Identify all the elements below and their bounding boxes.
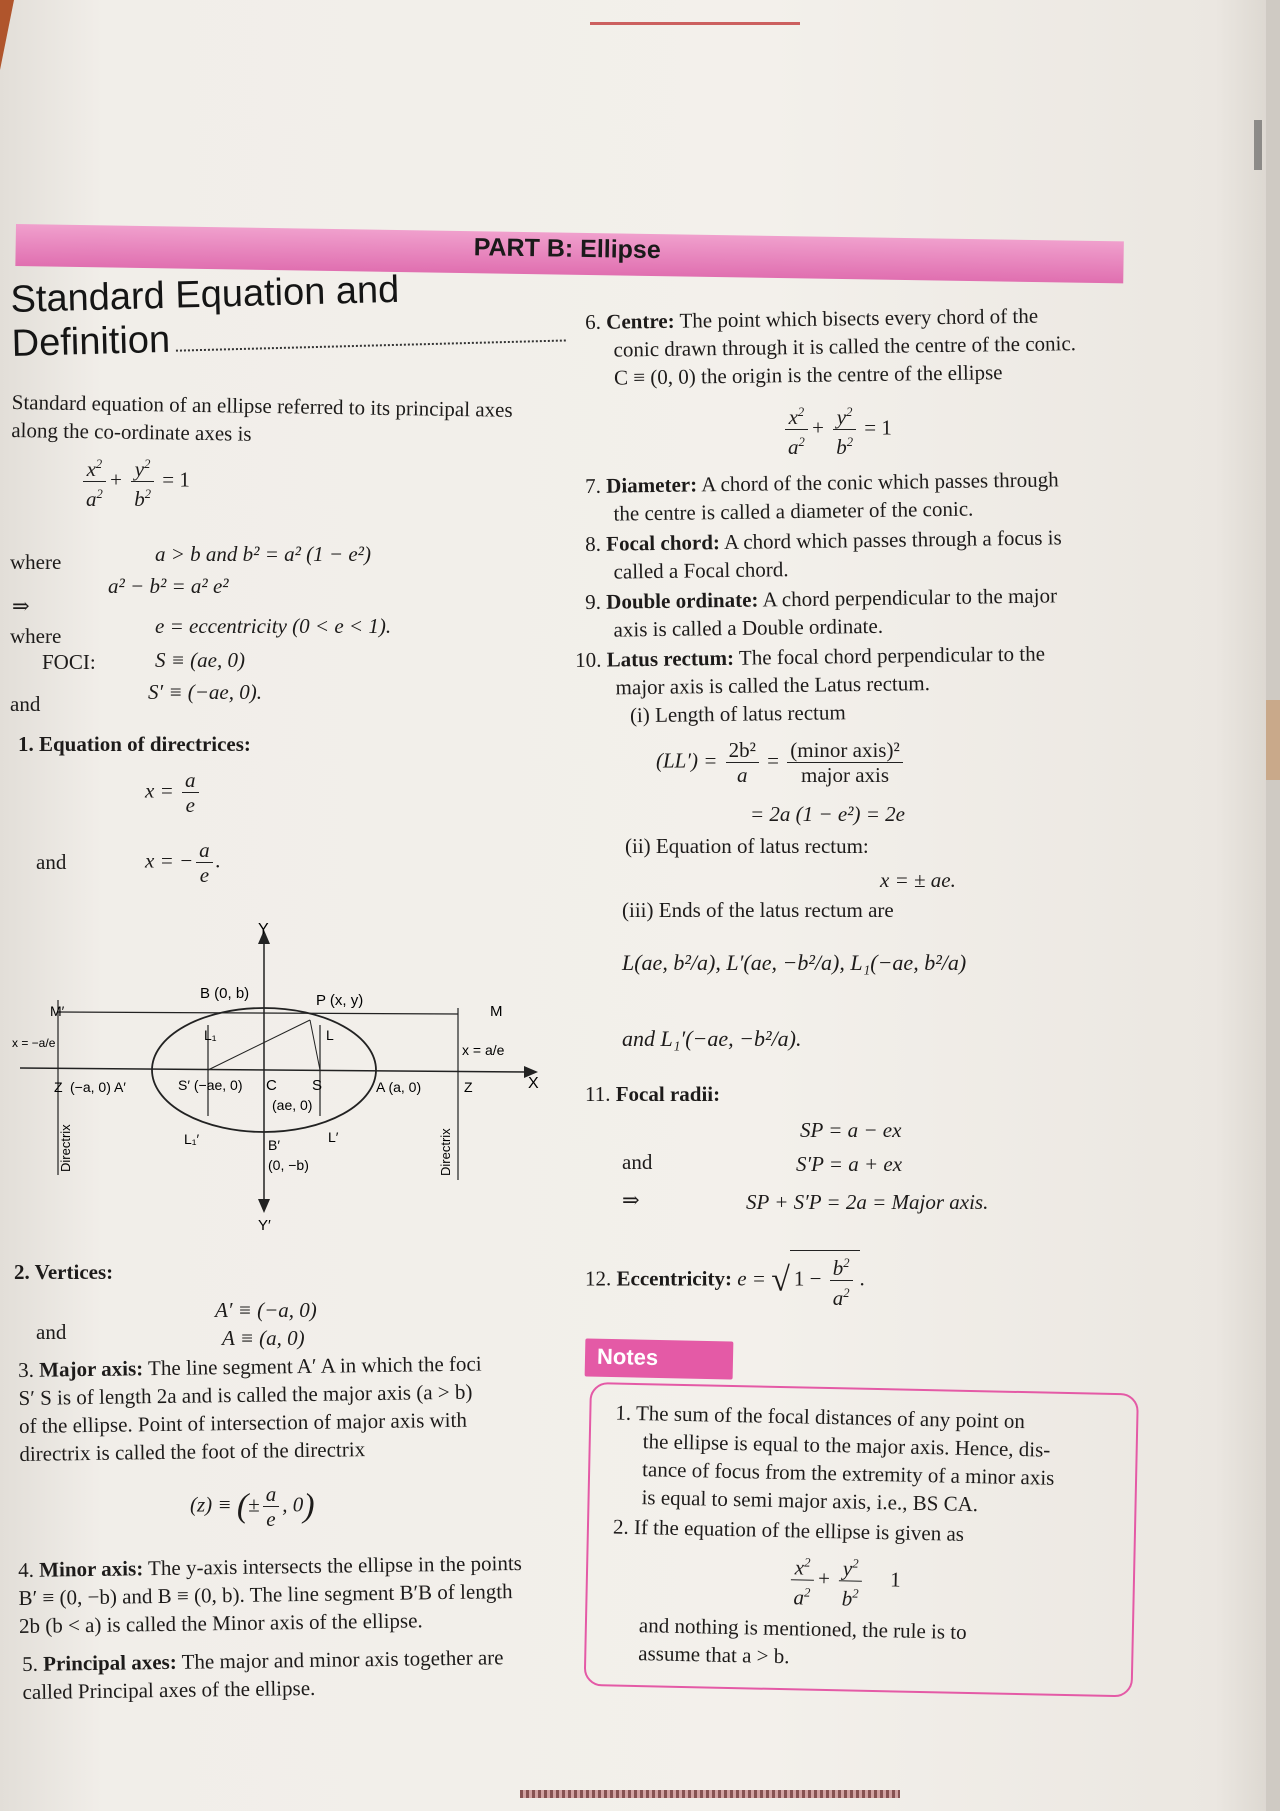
s-prime-p-eq: S′P = a + ex	[796, 1152, 903, 1176]
principal-axes-block: 5. Principal axes: The major and minor axis together are called Principal axes of the ellipse.	[22, 1645, 504, 1704]
focal-chord-block: 8. Focal chord: A chord which passes through a focus is called a Focal chord.	[585, 525, 1062, 584]
latus-ends-title: (iii) Ends of the latus rectum are	[622, 898, 894, 922]
page-tab	[1266, 700, 1280, 780]
y-neg-arrow	[258, 1199, 270, 1213]
implies-label-2: ⇒	[622, 1188, 640, 1212]
double-ordinate-block: 9. Double ordinate: A chord perpendicular to the major axis is called a Double ordinate.	[585, 583, 1058, 642]
label-c: C	[266, 1077, 277, 1094]
latus-length-eq: (LL′) = $\frac{\text{2b²}}{a}$ = $\frac{\text{(minor axis)²}}{\text{major axis}}$	[656, 738, 906, 787]
directrix-eq-1: x = $\frac{a}{e}$	[145, 768, 202, 817]
where-label: where	[10, 550, 62, 574]
heading-line2: Definition	[11, 307, 566, 365]
focus-s-prime: S′ ≡ (−ae, 0).	[148, 680, 262, 704]
label-s-left: S′ (−ae, 0)	[178, 1077, 243, 1093]
focal-radius-1	[208, 1020, 310, 1070]
focal-sum-eq: SP + S′P = 2a = Major axis.	[746, 1190, 989, 1214]
label-p: P (x, y)	[316, 992, 364, 1009]
bottom-strip	[520, 1790, 900, 1798]
label-z-left: Z	[54, 1079, 63, 1095]
eccentricity-line: 12. Eccentricity: e = √ 1 − $\frac{b^2}{a^2}$ .	[585, 1250, 865, 1310]
foot-of-directrix-eq: (z) ≡ (± $\frac{a}{e}$ , 0)	[190, 1482, 315, 1531]
label-a-right: A (a, 0)	[376, 1079, 422, 1095]
note-1: 1. The sum of the focal distances of any point on the ellipse is equal to the major axis. Hence, dis- tance of focus from the extremity of a minor axis is equal to semi major axis, i.e., BS CA.	[615, 1400, 1055, 1517]
directrix-eq-2: x = − $\frac{a}{e}$ .	[145, 838, 221, 887]
label-l: L	[326, 1027, 334, 1043]
latus-ends-1: L(ae, b²/a), L′(ae, −b²/a), L₁(−ae, b²/a)	[622, 950, 967, 975]
label-y: Y	[258, 921, 269, 938]
label-s: S	[312, 1077, 323, 1094]
latus-rectum-block: 10. Latus rectum: The focal chord perpendicular to the major axis is called the Latus rectum. (i) Length of latus rectum	[575, 641, 1046, 728]
standard-equation: $\frac{x^2}{a^2}$ + $\frac{y^2}{b^2}$ = 1	[80, 452, 190, 511]
foci-label: FOCI:	[42, 650, 96, 674]
x-axis-line	[20, 1068, 530, 1072]
label-b: B (0, b)	[200, 985, 250, 1002]
label-ae: (ae, 0)	[272, 1097, 313, 1113]
label-m-right: M	[490, 1003, 503, 1020]
intro-line2: along the co-ordinate axes is	[11, 417, 252, 446]
label-y-neg: Y′	[258, 1217, 271, 1234]
label-a-left: (−a, 0) A′	[70, 1079, 126, 1095]
latus-result: = 2a (1 − e²) = 2e	[750, 802, 905, 826]
latus-eq-title: (ii) Equation of latus rectum:	[625, 834, 869, 858]
major-axis-block: 3. Major axis: The line segment A′ A in which the foci S′ S is of length 2a and is called the major axis (a > b) of the ellipse. Point of intersection of major axis with directrix is called the foot of the directrix	[18, 1351, 482, 1466]
label-x-right: x = a/e	[462, 1042, 505, 1058]
heading-line1: Standard Equation and	[10, 268, 400, 321]
vertex-a-prime: A′ ≡ (−a, 0)	[215, 1298, 317, 1322]
latus-eq: x = ± ae.	[880, 868, 956, 892]
label-directrix-left: Directrix	[58, 1124, 73, 1172]
label-x-left: x = −a/e	[12, 1036, 56, 1050]
focus-s: S ≡ (ae, 0)	[155, 648, 245, 672]
vertices-title: 2. Vertices:	[14, 1260, 114, 1284]
implies-label: ⇒	[12, 594, 30, 618]
left-column-top	[11, 388, 552, 452]
corner-mark	[0, 0, 14, 70]
label-z-right: Z	[464, 1079, 473, 1095]
label-directrix-right: Directrix	[438, 1128, 453, 1176]
notes-tag	[585, 1338, 734, 1379]
and-label-1: and	[10, 692, 41, 716]
label-m-left: M′	[50, 1003, 65, 1019]
section-heading	[10, 263, 567, 365]
latus-ends-2: and L₁′(−ae, −b²/a).	[622, 1026, 802, 1051]
focal-radius-2	[310, 1020, 320, 1070]
sp-eq: SP = a − ex	[800, 1118, 902, 1142]
condition-2: a² − b² = a² e²	[108, 574, 229, 598]
banner-title: PART B: Ellipse	[473, 233, 661, 265]
condition-1: a > b and b² = a² (1 − e²)	[155, 542, 371, 566]
mm-line	[58, 1012, 458, 1014]
eccentricity-def: e = eccentricity (0 < e < 1).	[155, 614, 392, 638]
vertex-a: A ≡ (a, 0)	[222, 1326, 305, 1350]
diameter-block: 7. Diameter: A chord of the conic which passes through the centre is called a diameter of the conic.	[585, 467, 1059, 526]
label-x: X	[528, 1075, 539, 1092]
top-rule	[590, 22, 800, 25]
intro-line1: Standard equation of an ellipse referred to its principal axes	[11, 389, 513, 422]
and-label-3: and	[36, 1320, 67, 1344]
minor-axis-block: 4. Minor axis: The y-axis intersects the ellipse in the points B′ ≡ (0, −b) and B ≡ (0, b). The line segment B′B of length 2b (b < a) is called the Minor axis of the ellipse.	[18, 1550, 523, 1638]
label-b-prime-coord: (0, −b)	[268, 1157, 309, 1173]
where2-label: where	[10, 624, 62, 648]
centre-equation: $\frac{x^2}{a^2}$ + $\frac{y^2}{b^2}$ = 1	[782, 400, 892, 459]
note-2: 2. If the equation of the ellipse is given as	[612, 1514, 965, 1546]
note-2-text: and nothing is mentioned, the rule is to assume that a > b.	[638, 1613, 967, 1669]
centre-block: 6. Centre: The point which bisects every chord of the conic drawn through it is called the centre of the conic. C ≡ (0, 0) the origin is the centre of the ellipse	[585, 303, 1077, 390]
focal-radii-title: 11. Focal radii:	[585, 1082, 721, 1106]
label-l-prime: L′	[328, 1129, 339, 1145]
label-l1-prime: L₁′	[184, 1131, 200, 1147]
note-2-equation: $\frac{x^2}{a^2}$ + $\frac{y^2}{b^2}$ 1	[787, 1550, 901, 1611]
label-l1: L₁	[204, 1027, 217, 1043]
and-label-4: and	[622, 1150, 653, 1174]
and-label-2: and	[36, 850, 67, 874]
ellipse-diagram	[10, 920, 550, 1240]
notes-label: Notes	[596, 1343, 659, 1370]
page-edge	[1266, 0, 1280, 1811]
directrices-title: 1. Equation of directrices:	[18, 732, 251, 756]
notes-box	[584, 1382, 1139, 1697]
binding-mark	[1254, 120, 1262, 170]
label-b-prime: B′	[268, 1137, 280, 1153]
